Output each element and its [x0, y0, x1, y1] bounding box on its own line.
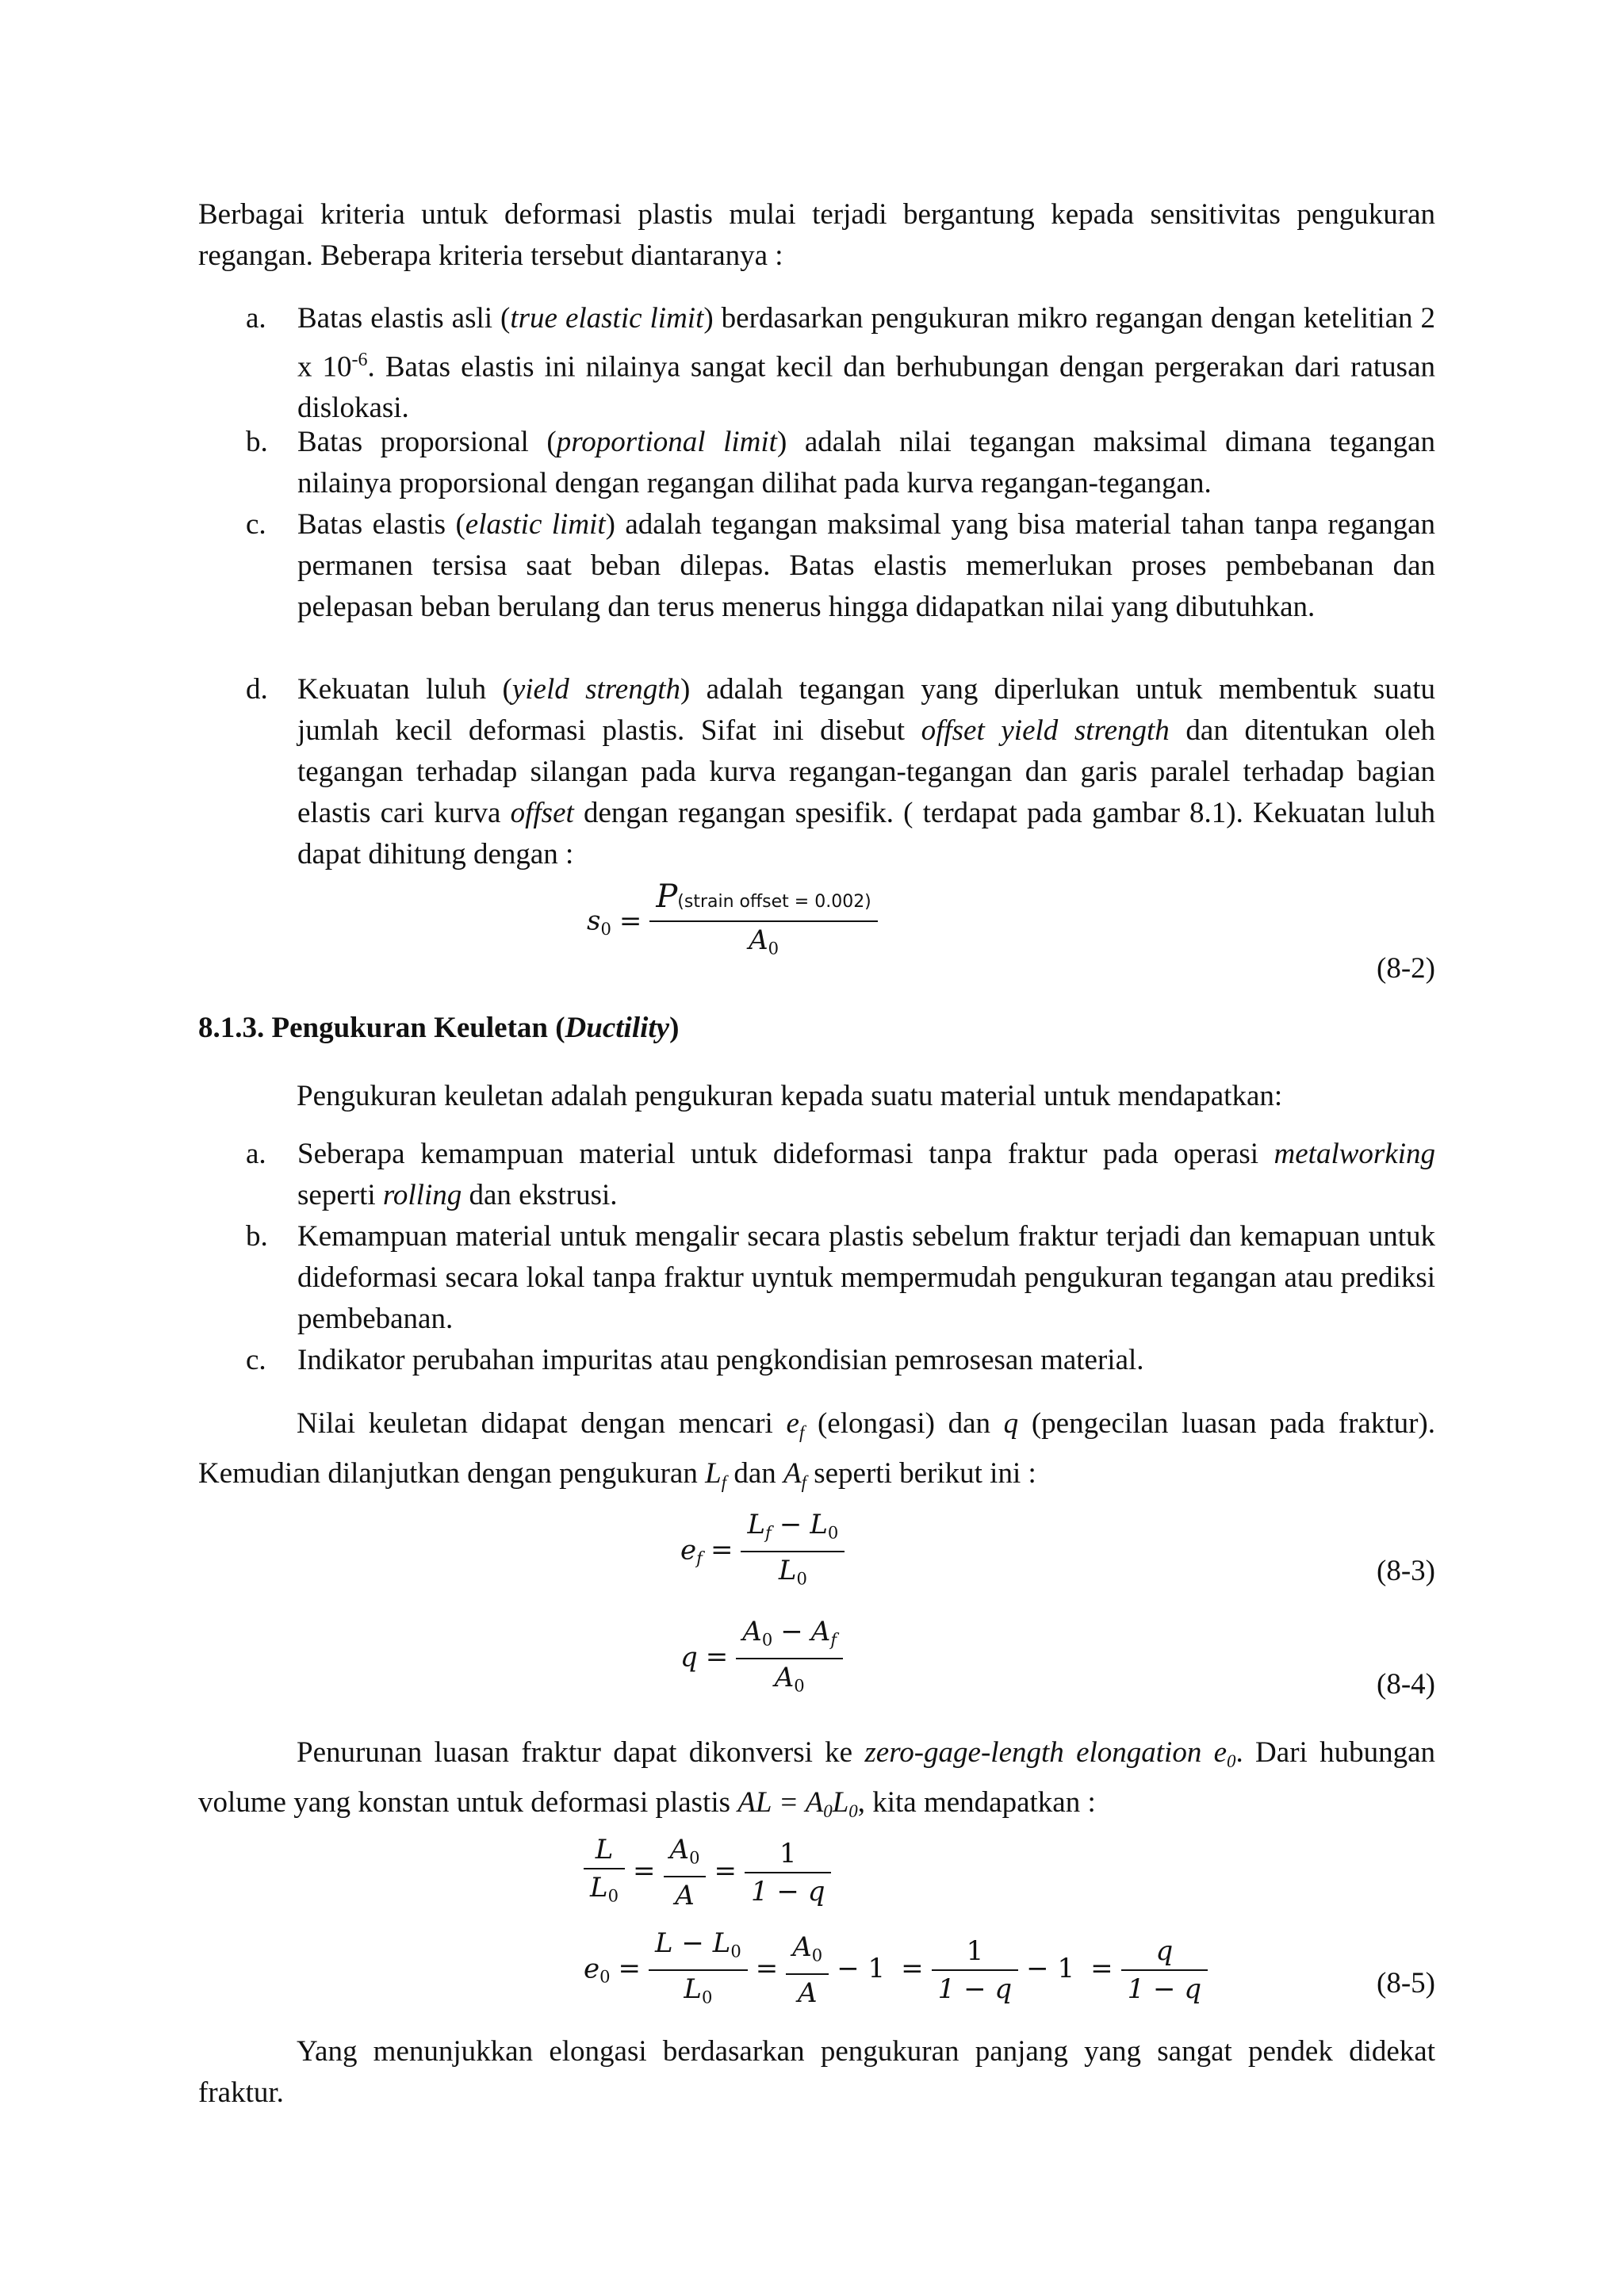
list-item-text: Kemampuan material untuk mengalir secara plastis sebelum fraktur terjadi dan kemapuan untuk dideformasi secara lokal tanpa fraktur uyntuk mempermudah pengukuran tegangan atau prediksi pembebanan.: [297, 1220, 1435, 1335]
reduction-paragraph: Penurunan luasan fraktur dapat dikonversi ke zero-gage-length elongation $e_0$. Dari hubungan volume yang konstan untuk deformasi plastis AL = $A_0L_0$, kita mendapatkan :: [198, 1736, 1436, 1821]
equation-8-4: q = $\frac{A_0 - A_f}{A_0}$: [680, 1613, 843, 1705]
list-marker: c.: [246, 1344, 266, 1376]
closing-paragraph: Yang menunjukkan elongasi berdasarkan pengukuran panjang yang sangat pendek didekat fraktur.: [198, 2035, 1435, 2109]
list-item-text: Seberapa kemampuan material untuk dideformasi tanpa fraktur pada operasi metalworking seperti rolling dan ekstrusi.: [297, 1138, 1435, 1211]
list-marker: c.: [246, 508, 266, 541]
list-item: [246, 1134, 1435, 1216]
list-item: [246, 298, 1435, 429]
list-item: [246, 422, 1435, 504]
list-item-text: Batas elastis (elastic limit) adalah tegangan maksimal yang bisa material tahan tanpa regangan permanen tersisa saat beban dilepas. Batas elastis memerlukan proses pembebanan dan pelepasan beban berulang dan terus menerus hingga didapatkan nilai yang dibutuhkan.: [297, 508, 1435, 623]
equation-8-2: $s_0$ = $\frac{\text{P(strain offset = 0.002)}}{A_0}$: [587, 878, 878, 966]
list-marker: b.: [246, 1220, 268, 1253]
equation-8-3: $e_f$ = $\frac{L_f - L_0}{L_0}$: [680, 1506, 845, 1598]
list-item: [246, 1216, 1435, 1340]
list-marker: a.: [246, 302, 266, 335]
list-item: [246, 504, 1435, 628]
list-item-text: Batas proporsional (proportional limit) adalah nilai tegangan maksimal dimana tegangan nilainya proporsional dengan regangan dilihat pada kurva regangan-tegangan.: [297, 426, 1435, 499]
intro-paragraph: Berbagai kriteria untuk deformasi plastis mulai terjadi bergantung kepada sensitivitas pengukuran regangan. Beberapa kriteria tersebut diantaranya :: [198, 198, 1435, 272]
equation-8-5-line-2: $e_0$ = $\frac{L - L_0}{L_0}$ = $\frac{A_0}{A}$ − 1 = $\frac{1}{1 - q}$ − 1 = $\frac{q}{1 - q}$: [584, 1925, 1208, 2016]
list-item: [246, 1340, 1435, 1381]
ductility-paragraph: Nilai keuletan didapat dengan mencari $e_f$ (elongasi) dan q (pengecilan luasan pada fraktur). Kemudian dilanjutkan dengan pengukuran $L_f$ dan $A_f$ seperti berikut ini :: [198, 1407, 1435, 1492]
equation-number: (8-2): [1377, 952, 1435, 985]
equation-number: (8-3): [1377, 1555, 1435, 1587]
list-item: [246, 669, 1435, 875]
list-marker: d.: [246, 673, 268, 706]
section-heading: 8.1.3. Pengukuran Keuletan (Ductility): [198, 1012, 680, 1044]
list-item-text: Kekuatan luluh (yield strength) adalah tegangan yang diperlukan untuk membentuk suatu jumlah kecil deformasi plastis. Sifat ini disebut offset yield strength dan ditentukan oleh tegangan terhadap silangan pada kurva regangan-tegangan dan garis paralel terhadap bagian elastis cari kurva offset dengan regangan spesifik. ( terdapat pada gambar 8.1). Kekuatan luluh dapat dihitung dengan :: [297, 673, 1435, 871]
equation-8-5-line-1: $\frac{L}{L_0}$ = $\frac{A_0}{A}$ = $\frac{1}{1 - q}$: [584, 1831, 831, 1914]
ductility-intro: Pengukuran keuletan adalah pengukuran kepada suatu material untuk mendapatkan:: [297, 1080, 1283, 1112]
list-item-text: Batas elastis asli (true elastic limit) berdasarkan pengukuran mikro regangan dengan ketelitian 2 x $10^{-6}$. Batas elastis ini nilainya sangat kecil dan berhubungan dengan pergerakan dari ratusan dislokasi.: [297, 302, 1436, 425]
list-marker: a.: [246, 1138, 266, 1170]
equation-number: (8-4): [1377, 1668, 1435, 1701]
list-marker: b.: [246, 426, 268, 458]
equation-number: (8-5): [1377, 1967, 1435, 1999]
list-item-text: Indikator perubahan impuritas atau pengkondisian pemrosesan material.: [297, 1344, 1144, 1376]
